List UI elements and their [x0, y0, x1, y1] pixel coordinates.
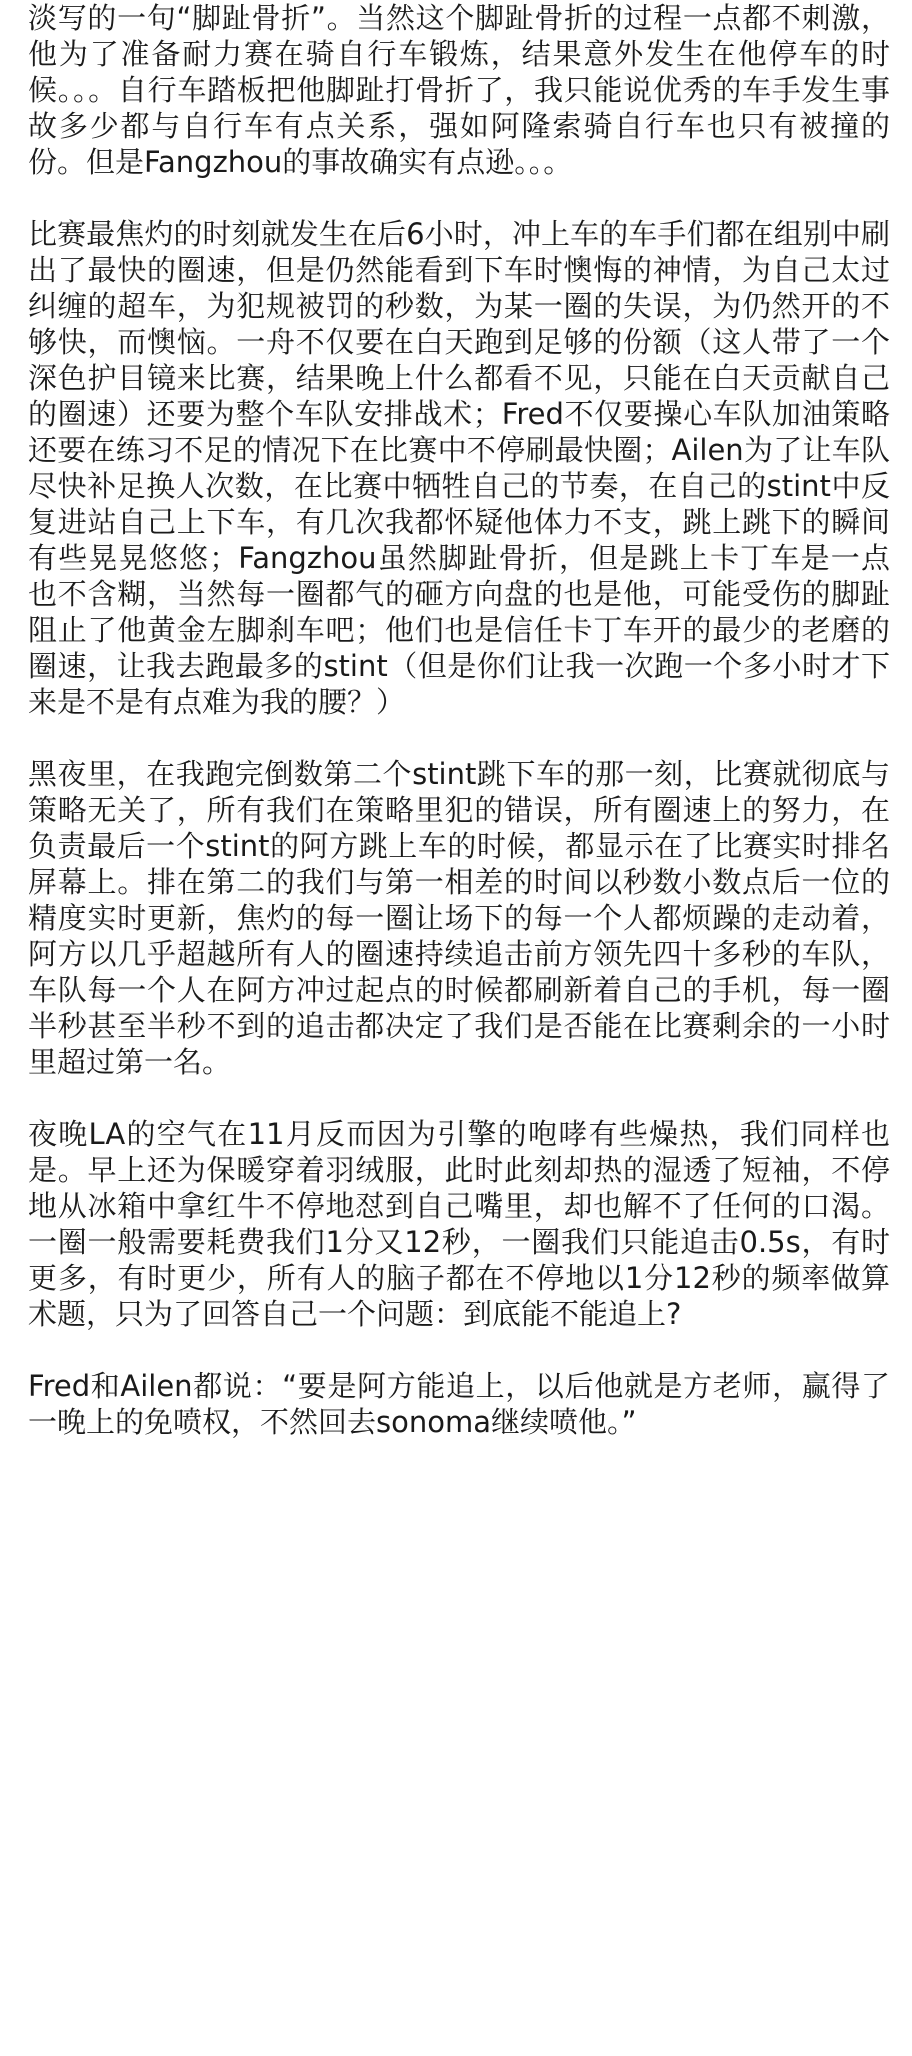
- paragraph-injury: 淡写的一句“脚趾骨折”。当然这个脚趾骨折的过程一点都不刺激，他为了准备耐力赛在骑自行车锻炼，结果意外发生在他停车的时候。。。自行车踏板把他脚趾打骨折了，我只能说优秀的车手发生事故多少都与自行车有点关系，强如阿隆索骑自行车也只有被撞的份。但是Fangzhou的事故确实有点逊。。。: [28, 1, 890, 179]
- paragraph-night-chase: 黑夜里，在我跑完倒数第二个stint跳下车的那一刻，比赛就彻底与策略无关了，所有我们在策略里犯的错误，所有圈速上的努力，在负责最后一个stint的阿方跳上车的时候，都显示在了比赛实时排名屏幕上。排在第二的我们与第一相差的时间以秒数小数点后一位的精度实时更新，焦灼的每一圈让场下的每一个人都烦躁的走动着，阿方以几乎超越所有人的圈速持续追击前方领先四十多秒的车队，车队每一个人在阿方冲过起点的时候都刷新着自己的手机，每一圈半秒甚至半秒不到的追击都决定了我们是否能在比赛剩余的一小时里超过第一名。: [28, 757, 890, 1079]
- paragraph-quote: Fred和Ailen都说：“要是阿方能追上，以后他就是方老师，赢得了一晚上的免喷权，不然回去sonoma继续喷他。”: [28, 1369, 890, 1439]
- paragraph-la-night: 夜晚LA的空气在11月反而因为引擎的咆哮有些燥热，我们同样也是。早上还为保暖穿着羽绒服，此时此刻却热的湿透了短袖，不停地从冰箱中拿红牛不停地怼到自己嘴里，却也解不了任何的口渴。一圈一般需要耗费我们1分又12秒，一圈我们只能追击0.5s，有时更多，有时更少，所有人的脑子都在不停地以1分12秒的频率做算术题，只为了回答自己一个问题：到底能不能追上?: [28, 1117, 890, 1331]
- article-body: [28, 0, 890, 1476]
- paragraph-final-six-hours: 比赛最焦灼的时刻就发生在后6小时，冲上车的车手们都在组别中刷出了最快的圈速，但是仍然能看到下车时懊悔的神情，为自己太过纠缠的超车，为犯规被罚的秒数，为某一圈的失误，为仍然开的不够快，而懊恼。一舟不仅要在白天跑到足够的份额（这人带了一个深色护目镜来比赛，结果晚上什么都看不见，只能在白天贡献自己的圈速）还要为整个车队安排战术；Fred不仅要操心车队加油策略还要在练习不足的情况下在比赛中不停刷最快圈；Ailen为了让车队尽快补足换人次数，在比赛中牺牲自己的节奏，在自己的stint中反复进站自己上下车，有几次我都怀疑他体力不支，跳上跳下的瞬间有些晃晃悠悠；Fangzhou虽然脚趾骨折，但是跳上卡丁车是一点也不含糊，当然每一圈都气的砸方向盘的也是他，可能受伤的脚趾阻止了他黄金左脚刹车吧；他们也是信任卡丁车开的最少的老磨的圈速，让我去跑最多的stint（但是你们让我一次跑一个多小时才下来是不是有点难为我的腰？）: [28, 217, 890, 719]
